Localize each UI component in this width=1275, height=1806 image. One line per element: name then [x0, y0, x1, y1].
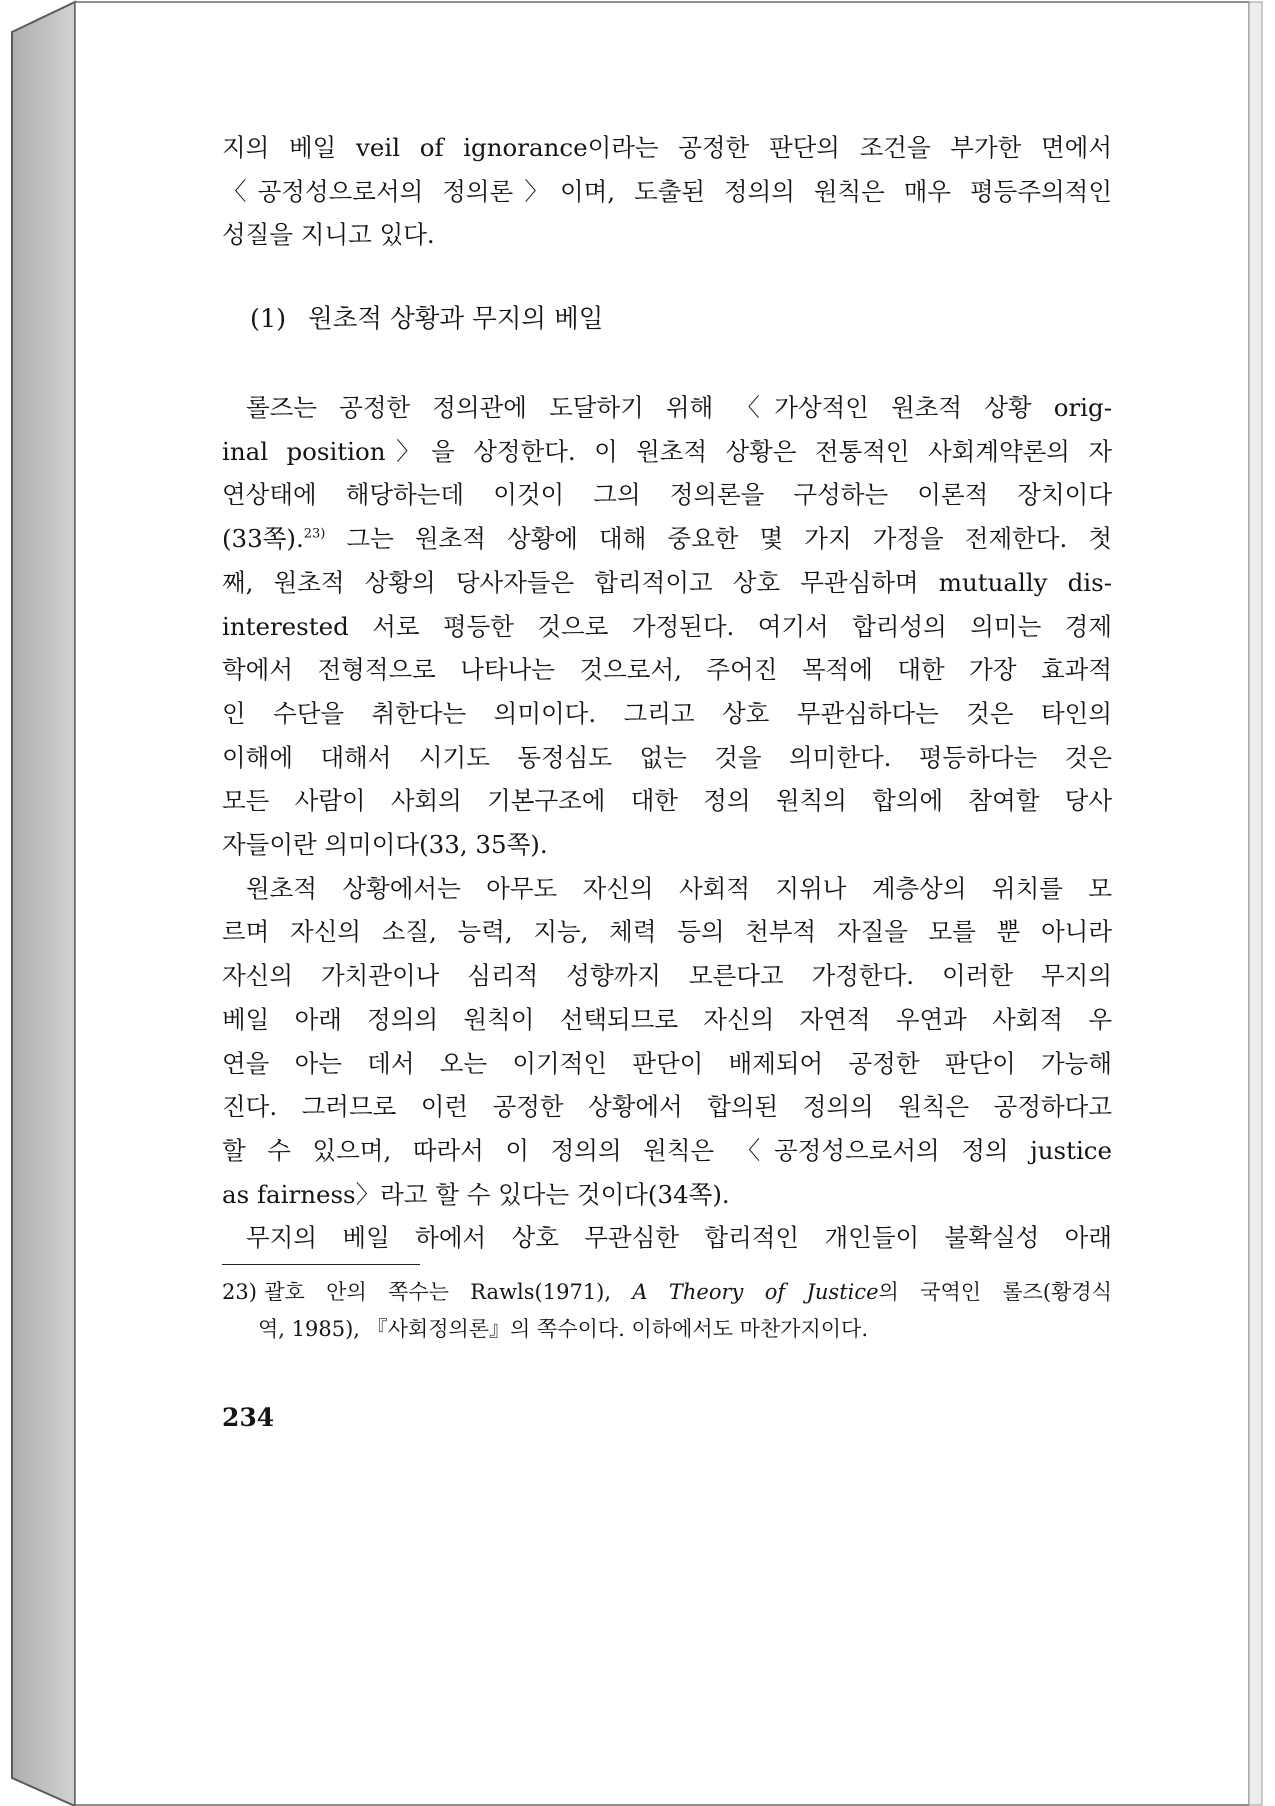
book-spine — [12, 2, 75, 1806]
text-line: 르며 자신의 소질, 능력, 지능, 체력 등의 천부적 자질을 모를 뿐 아니라 — [222, 917, 1112, 947]
body-text — [222, 386, 1112, 1260]
text-line: 자신의 가치관이나 심리적 성향까지 모른다고 가정한다. 이러한 무지의 — [222, 961, 1112, 991]
text-segment: 그는 원초적 상황에 대해 중요한 몇 가지 가정을 전제한다. 첫 — [325, 524, 1112, 554]
text-line: 자들이란 의미이다(33, 35쪽). — [222, 830, 548, 860]
book-title-italic: A Theory of Justice — [632, 1280, 879, 1304]
footnote-line — [222, 1274, 1112, 1311]
text-line: 무지의 베일 하에서 상호 무관심한 합리적인 개인들이 불확실성 아래 — [246, 1223, 1112, 1253]
text-line: 〈공정성으로서의 정의론〉이며, 도출된 정의의 원칙은 매우 평등주의적인 — [222, 176, 1112, 206]
section-number: (1) — [250, 304, 287, 334]
paragraph-1 — [222, 126, 1112, 257]
text-line: 성질을 지니고 있다. — [222, 220, 435, 250]
footnote-separator — [222, 1264, 420, 1265]
section-heading — [250, 298, 603, 342]
text-segment: (33쪽). — [222, 524, 304, 554]
text-line: as fairness〉라고 할 수 있다는 것이다(34쪽). — [222, 1179, 730, 1209]
footnote-reference: 23) — [303, 526, 326, 542]
paragraph-3 — [222, 867, 1112, 1217]
text-line: 연을 아는 데서 오는 이기적인 판단이 배제되어 공정한 판단이 가능해 — [222, 1048, 1112, 1078]
text-line: inal position〉을 상정한다. 이 원초적 상황은 전통적인 사회계약론의 자 — [222, 436, 1112, 466]
text-line: 진다. 그러므로 이런 공정한 상황에서 합의된 정의의 원칙은 공정하다고 — [222, 1092, 1112, 1122]
text-line: 이해에 대해서 시기도 동정심도 없는 것을 의미한다. 평등하다는 것은 — [222, 742, 1112, 772]
text-line: 베일 아래 정의의 원칙이 선택되므로 자신의 자연적 우연과 사회적 우 — [222, 1004, 1112, 1034]
footnote — [222, 1274, 1112, 1348]
text-line: 지의 베일 veil of ignorance이라는 공정한 판단의 조건을 부가한 면에서 — [222, 133, 1112, 162]
section-title: 원초적 상황과 무지의 베일 — [308, 304, 604, 334]
text-line: 할 수 있으며, 따라서 이 정의의 원칙은 〈공정성으로서의 정의 justice — [222, 1135, 1112, 1165]
page-number: 234 — [222, 1403, 275, 1432]
text-line — [222, 517, 1112, 561]
text-line: 모든 사람이 사회의 기본구조에 대한 정의 원칙의 합의에 참여할 당사 — [222, 786, 1112, 816]
text-segment: 괄호 안의 쪽수는 Rawls(1971), — [264, 1280, 633, 1304]
footnote-number: 23) — [222, 1280, 257, 1304]
footnote-line: 역, 1985), 『사회정의론』의 쪽수이다. 이하에서도 마찬가지이다. — [258, 1317, 869, 1341]
paragraph-4 — [222, 1216, 1112, 1260]
text-line: 인 수단을 취한다는 의미이다. 그리고 상호 무관심하다는 것은 타인의 — [222, 698, 1112, 728]
text-line: 연상태에 해당하는데 이것이 그의 정의론을 구성하는 이론적 장치이다 — [222, 480, 1112, 510]
text-segment: 의 국역인 롤즈(황경식 — [878, 1280, 1112, 1304]
text-line: 원초적 상황에서는 아무도 자신의 사회적 지위나 계층상의 위치를 모 — [246, 873, 1112, 903]
paragraph-2 — [222, 386, 1112, 867]
text-line: 롤즈는 공정한 정의관에 도달하기 위해 〈가상적인 원초적 상황 orig- — [246, 393, 1112, 422]
text-line: 학에서 전형적으로 나타나는 것으로서, 주어진 목적에 대한 가장 효과적 — [222, 655, 1112, 685]
text-line: interested 서로 평등한 것으로 가정된다. 여기서 합리성의 의미는 경제 — [222, 611, 1112, 641]
page-edge — [1249, 2, 1262, 1805]
text-line: 째, 원초적 상황의 당사자들은 합리적이고 상호 무관심하며 mutually dis- — [222, 567, 1112, 597]
